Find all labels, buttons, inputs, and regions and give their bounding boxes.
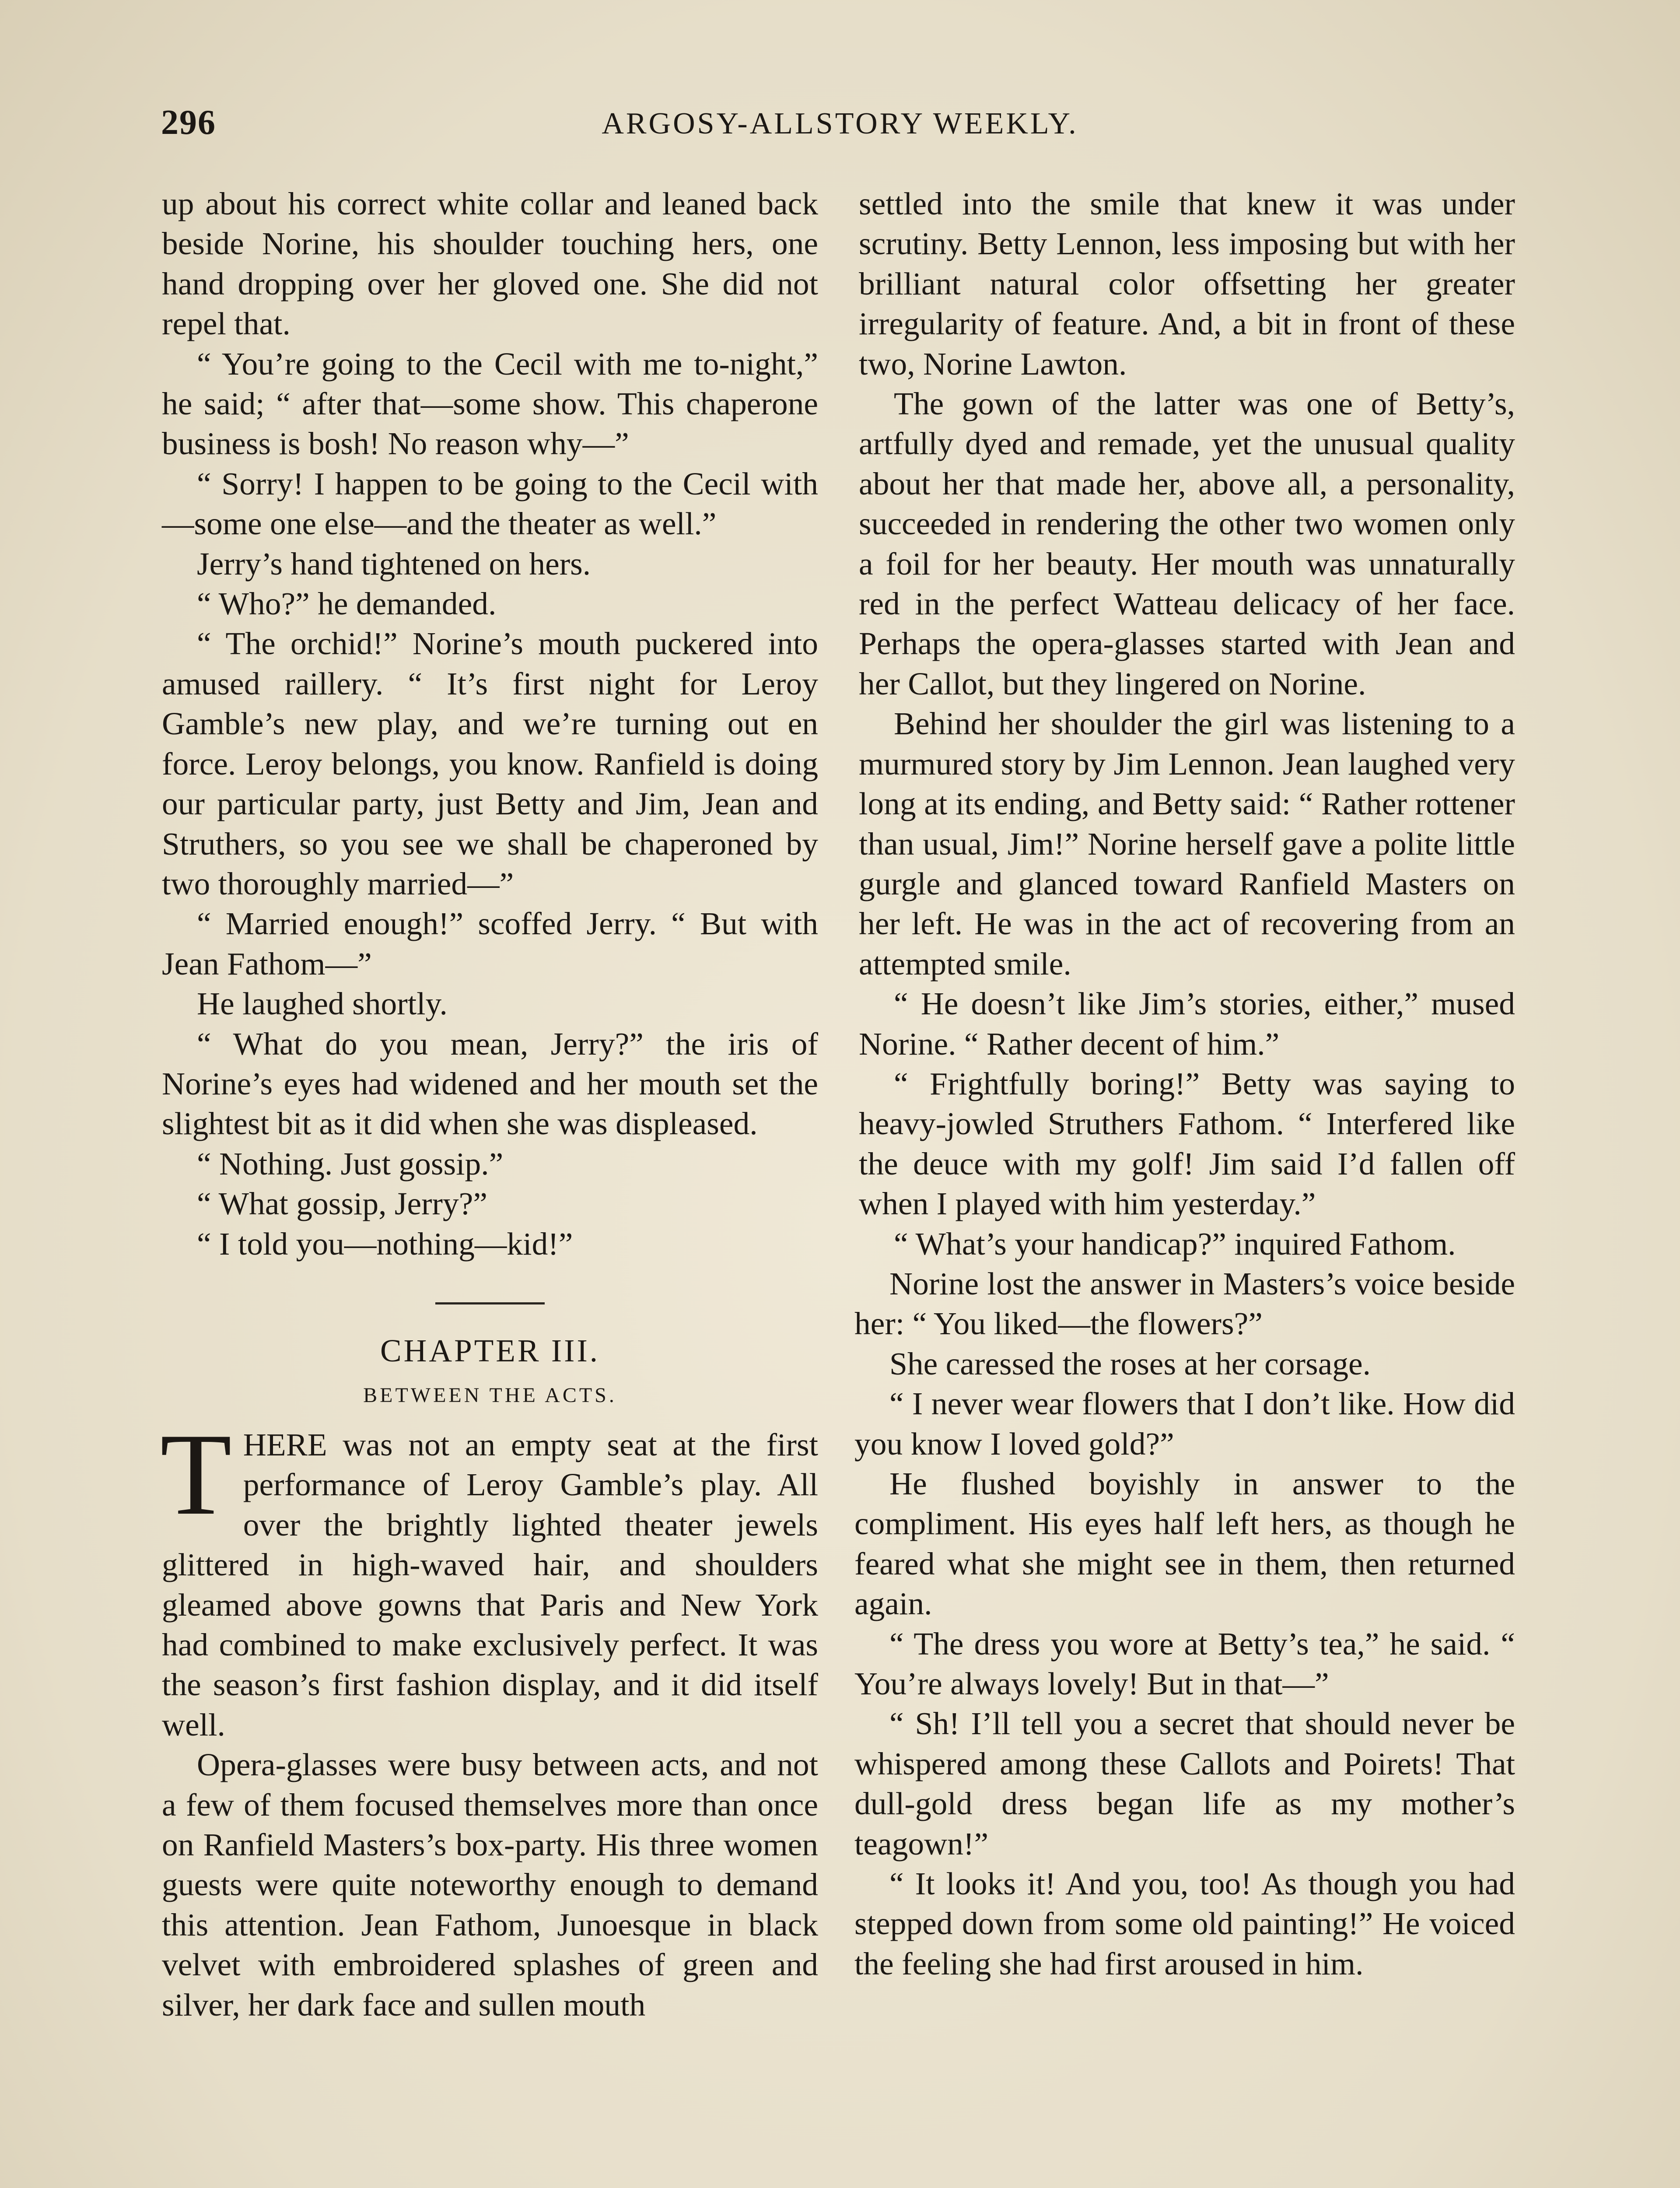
paragraph: “ Sorry! I happen to be going to the Cecil with—some one else—and the theater as well.” [162,466,818,542]
paragraph: Opera-glasses were busy between acts, and not a few of them focused themselves more than once on Ranfield Masters’s box-party. His three women guests were quite noteworthy enough to demand this attention. Jean Fathom, Junoesque in black velvet with embroidered splashes of green and silver, her dark face and sullen mouth [162,1747,818,2023]
drop-cap: T [160,1409,232,1539]
paragraph: “ I never wear flowers that I don’t like. How did you know I loved gold?” [854,1386,1515,1462]
chapter-title: CHAPTER III. [380,1332,600,1368]
page-number: 296 [161,103,216,142]
paragraph: He laughed shortly. [197,986,448,1022]
paragraph: Jerry’s hand tightened on hers. [197,546,591,582]
running-head: ARGOSY-ALLSTORY WEEKLY. [602,107,1078,140]
paragraph: Behind her shoulder the girl was listening to a murmured story by Jim Lennon. Jean laughed very long at its ending, and Betty said: “ Rather rottener than usual, Jim!” Norine herself gave a polite little gurgle and glanced toward Ranfield Masters on her left. He was in the act of recovering from an attempted smile. [859,706,1515,982]
paragraph: “ Who?” he demanded. [197,586,497,622]
left-column [162,184,818,2025]
paragraph: “ What do you mean, Jerry?” the iris of Norine’s eyes had widened and her mouth set the slightest bit as it did when she was displeased. [162,1026,818,1142]
page-header [158,103,1522,160]
paragraph: “ What’s your handicap?” inquired Fathom. [894,1226,1456,1262]
paragraph: “ The dress you wore at Betty’s tea,” he said. “ You’re always lovely! But in that—” [854,1626,1515,1702]
opening-paragraph-text: HERE was not an empty seat at the first performance of Leroy Gamble’s play. All over the brightly lighted theater jewels glittered in high-waved hair, and shoulders gleamed above gowns that Paris and New York had combined to make exclusively perfect. It was the season’s first fashion display, and it did itself well. [162,1427,818,1743]
paragraph: The gown of the latter was one of Betty’s, artfully dyed and remade, yet the unusual quality about her that made her, above all, a personality, succeeded in rendering the other two women only a foil for her beauty. Her mouth was unnaturally red in the perfect Watteau delicacy of her face. Perhaps the opera-glasses started with Jean and her Callot, but they lingered on Norine. [859,386,1515,701]
paragraph: He flushed boyishly in answer to the compliment. His eyes half left hers, as though he feared what she might see in them, then returned again. [854,1466,1515,1622]
chapter-subtitle: BETWEEN THE ACTS. [363,1383,617,1407]
paragraph: She caressed the roses at her corsage. [889,1346,1371,1382]
paragraph: “ I told you—nothing—kid!” [197,1226,573,1262]
section-divider [435,1302,545,1304]
paragraph: up about his correct white collar and leaned back beside Norine, his shoulder touching hers, one hand dropping over her gloved one. She did not repel that. [162,186,818,342]
paragraph: “ Married enough!” scoffed Jerry. “ But with Jean Fathom—” [162,906,818,982]
opening-paragraph [160,1409,818,1745]
paragraph: “ Sh! I’ll tell you a secret that should never be whispered among these Callots and Poirets! That dull-gold dress began life as my mother’s teagown!” [854,1706,1515,1862]
paragraph: “ You’re going to the Cecil with me to-night,” he said; “ after that—some show. This chaperone business is bosh! No reason why—” [162,346,818,462]
paragraph: “ It looks it! And you, too! As though you had stepped down from some old painting!” He voiced the feeling she had first aroused in him. [854,1866,1515,1981]
paragraph: “ Nothing. Just gossip.” [197,1146,504,1182]
paragraph: “ The orchid!” Norine’s mouth puckered into amused raillery. “ It’s first night for Leroy Gamble’s new play, and we’re turning out en force. Leroy belongs, you know. Ranfield is doing our particular party, just Betty and Jim, Jean and Struthers, so you see we shall be chaperoned by two thoroughly married—” [162,626,818,901]
paragraph: “ Frightfully boring!” Betty was saying to heavy-jowled Struthers Fathom. “ Interfered like the deuce with my golf! Jim said I’d fallen off when I played with him yesterday.” [859,1066,1515,1222]
paragraph: Norine lost the answer in Masters’s voice beside her: “ You liked—the flowers?” [854,1266,1515,1342]
paragraph: “ He doesn’t like Jim’s stories, either,” mused Norine. “ Rather decent of him.” [859,986,1515,1062]
right-column [854,184,1515,1984]
paragraph: settled into the smile that knew it was under scrutiny. Betty Lennon, less imposing but with her brilliant natural color offsetting her greater irregularity of feature. And, a bit in front of these two, Norine Lawton. [859,186,1515,382]
paragraph: “ What gossip, Jerry?” [197,1186,488,1222]
